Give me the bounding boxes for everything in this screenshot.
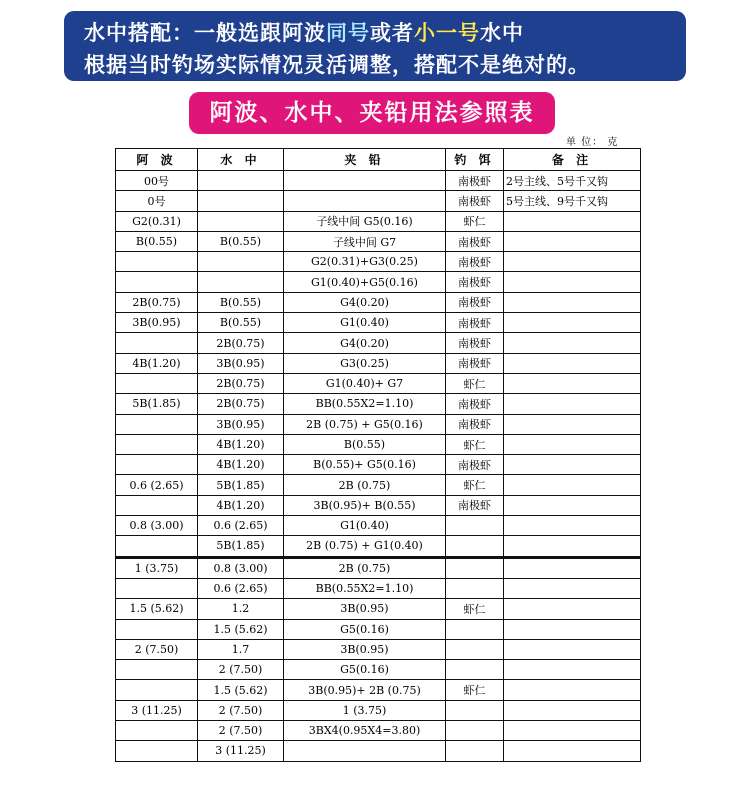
column-header-shuizhong: 水 中 bbox=[198, 149, 284, 171]
cell-jiaqian: B(0.55) bbox=[284, 434, 446, 454]
table-row bbox=[116, 231, 641, 251]
banner-text: 或者 bbox=[370, 21, 414, 45]
cell-abo: 3 (11.25) bbox=[116, 700, 198, 720]
table-row bbox=[116, 536, 641, 557]
reference-table bbox=[115, 148, 641, 762]
cell-jiaqian: 子线中间 G7 bbox=[284, 231, 446, 251]
cell-bait: 南极虾 bbox=[446, 313, 504, 333]
cell-abo: 1.5 (5.62) bbox=[116, 599, 198, 619]
column-header-jiaqian: 夹 铅 bbox=[284, 149, 446, 171]
cell-bait: 虾仁 bbox=[446, 211, 504, 231]
banner-text: 水中 bbox=[480, 21, 524, 45]
cell-bait bbox=[446, 741, 504, 761]
cell-jiaqian: 1 (3.75) bbox=[284, 700, 446, 720]
table-row bbox=[116, 373, 641, 393]
table-row bbox=[116, 721, 641, 741]
table-row bbox=[116, 599, 641, 619]
cell-bait: 南极虾 bbox=[446, 353, 504, 373]
cell-jiaqian: G5(0.16) bbox=[284, 660, 446, 680]
cell-abo: 0.6 (2.65) bbox=[116, 475, 198, 495]
cell-abo bbox=[116, 434, 198, 454]
table-body bbox=[116, 171, 641, 762]
cell-abo bbox=[116, 272, 198, 292]
cell-shuizhong: 3 (11.25) bbox=[198, 741, 284, 761]
cell-jiaqian: 3B(0.95) bbox=[284, 639, 446, 659]
table-row bbox=[116, 619, 641, 639]
cell-note bbox=[504, 741, 641, 761]
cell-jiaqian: 3B(0.95)+ 2B (0.75) bbox=[284, 680, 446, 700]
cell-jiaqian bbox=[284, 171, 446, 191]
cell-jiaqian: G4(0.20) bbox=[284, 292, 446, 312]
cell-jiaqian: 2B (0.75) bbox=[284, 557, 446, 578]
cell-bait bbox=[446, 536, 504, 557]
cell-bait: 虾仁 bbox=[446, 680, 504, 700]
cell-bait bbox=[446, 516, 504, 536]
cell-note bbox=[504, 434, 641, 454]
cell-note bbox=[504, 333, 641, 353]
cell-abo: 0.8 (3.00) bbox=[116, 516, 198, 536]
cell-shuizhong: 3B(0.95) bbox=[198, 353, 284, 373]
cell-shuizhong bbox=[198, 191, 284, 211]
cell-abo: 00号 bbox=[116, 171, 198, 191]
cell-shuizhong: 1.5 (5.62) bbox=[198, 619, 284, 639]
cell-bait: 南极虾 bbox=[446, 171, 504, 191]
banner-line-1 bbox=[84, 17, 524, 47]
cell-abo bbox=[116, 680, 198, 700]
cell-abo bbox=[116, 252, 198, 272]
cell-abo bbox=[116, 414, 198, 434]
cell-note bbox=[504, 252, 641, 272]
cell-bait: 南极虾 bbox=[446, 495, 504, 515]
cell-abo: B(0.55) bbox=[116, 231, 198, 251]
cell-jiaqian: G2(0.31)+G3(0.25) bbox=[284, 252, 446, 272]
table-row bbox=[116, 700, 641, 720]
cell-abo bbox=[116, 333, 198, 353]
cell-shuizhong bbox=[198, 252, 284, 272]
banner-highlight-smaller-size: 小一号 bbox=[414, 21, 480, 45]
cell-note bbox=[504, 394, 641, 414]
cell-bait bbox=[446, 639, 504, 659]
cell-abo: 4B(1.20) bbox=[116, 353, 198, 373]
cell-abo bbox=[116, 373, 198, 393]
cell-bait: 南极虾 bbox=[446, 252, 504, 272]
cell-bait: 虾仁 bbox=[446, 475, 504, 495]
cell-shuizhong: 1.2 bbox=[198, 599, 284, 619]
cell-jiaqian: 3B(0.95)+ B(0.55) bbox=[284, 495, 446, 515]
cell-jiaqian: 3BX4(0.95X4=3.80) bbox=[284, 721, 446, 741]
cell-note bbox=[504, 211, 641, 231]
cell-shuizhong: 1.7 bbox=[198, 639, 284, 659]
cell-note bbox=[504, 231, 641, 251]
cell-shuizhong: B(0.55) bbox=[198, 231, 284, 251]
cell-note bbox=[504, 495, 641, 515]
cell-abo: 0号 bbox=[116, 191, 198, 211]
table-row bbox=[116, 292, 641, 312]
table-header-row bbox=[116, 149, 641, 171]
cell-note bbox=[504, 353, 641, 373]
cell-shuizhong: 4B(1.20) bbox=[198, 455, 284, 475]
cell-note bbox=[504, 660, 641, 680]
cell-bait: 南极虾 bbox=[446, 292, 504, 312]
cell-shuizhong: B(0.55) bbox=[198, 313, 284, 333]
cell-bait: 南极虾 bbox=[446, 414, 504, 434]
cell-note: 5号主线、9号千又钩 bbox=[504, 191, 641, 211]
cell-shuizhong: 4B(1.20) bbox=[198, 495, 284, 515]
cell-bait: 南极虾 bbox=[446, 272, 504, 292]
cell-note bbox=[504, 578, 641, 598]
cell-abo bbox=[116, 660, 198, 680]
cell-note bbox=[504, 414, 641, 434]
cell-abo bbox=[116, 578, 198, 598]
cell-abo bbox=[116, 455, 198, 475]
cell-jiaqian: 2B (0.75) bbox=[284, 475, 446, 495]
cell-jiaqian: B(0.55)+ G5(0.16) bbox=[284, 455, 446, 475]
table-row bbox=[116, 333, 641, 353]
cell-shuizhong bbox=[198, 272, 284, 292]
cell-jiaqian: BB(0.55X2=1.10) bbox=[284, 578, 446, 598]
cell-shuizhong: 5B(1.85) bbox=[198, 475, 284, 495]
cell-jiaqian: G1(0.40) bbox=[284, 516, 446, 536]
cell-jiaqian: G4(0.20) bbox=[284, 333, 446, 353]
cell-shuizhong: 0.6 (2.65) bbox=[198, 516, 284, 536]
table-row bbox=[116, 475, 641, 495]
cell-abo: 3B(0.95) bbox=[116, 313, 198, 333]
cell-note bbox=[504, 272, 641, 292]
cell-shuizhong: 1.5 (5.62) bbox=[198, 680, 284, 700]
cell-note bbox=[504, 292, 641, 312]
cell-shuizhong: 2 (7.50) bbox=[198, 660, 284, 680]
cell-bait bbox=[446, 557, 504, 578]
header-banner bbox=[64, 11, 686, 81]
cell-note bbox=[504, 373, 641, 393]
cell-shuizhong bbox=[198, 211, 284, 231]
table-row bbox=[116, 516, 641, 536]
cell-note bbox=[504, 680, 641, 700]
cell-jiaqian bbox=[284, 191, 446, 211]
cell-bait bbox=[446, 700, 504, 720]
table-row bbox=[116, 394, 641, 414]
cell-bait bbox=[446, 721, 504, 741]
cell-jiaqian: 子线中间 G5(0.16) bbox=[284, 211, 446, 231]
table-row bbox=[116, 252, 641, 272]
table-row bbox=[116, 578, 641, 598]
cell-abo: 2B(0.75) bbox=[116, 292, 198, 312]
cell-note bbox=[504, 700, 641, 720]
table-row bbox=[116, 171, 641, 191]
cell-bait: 虾仁 bbox=[446, 434, 504, 454]
cell-jiaqian: 2B (0.75) + G1(0.40) bbox=[284, 536, 446, 557]
cell-shuizhong: 0.8 (3.00) bbox=[198, 557, 284, 578]
cell-shuizhong bbox=[198, 171, 284, 191]
table-title: 阿波、水中、夹铅用法参照表 bbox=[189, 92, 555, 134]
cell-jiaqian: G5(0.16) bbox=[284, 619, 446, 639]
cell-bait: 南极虾 bbox=[446, 394, 504, 414]
cell-abo: 5B(1.85) bbox=[116, 394, 198, 414]
cell-abo: 2 (7.50) bbox=[116, 639, 198, 659]
column-header-note: 备 注 bbox=[504, 149, 641, 171]
cell-bait bbox=[446, 660, 504, 680]
table-row bbox=[116, 414, 641, 434]
table-row bbox=[116, 272, 641, 292]
cell-bait bbox=[446, 578, 504, 598]
cell-shuizhong: 2 (7.50) bbox=[198, 721, 284, 741]
banner-line-2: 根据当时钓场实际情况灵活调整，搭配不是绝对的。 bbox=[84, 53, 590, 77]
cell-bait: 南极虾 bbox=[446, 333, 504, 353]
cell-jiaqian: G1(0.40) bbox=[284, 313, 446, 333]
column-header-bait: 钓 饵 bbox=[446, 149, 504, 171]
table-row bbox=[116, 191, 641, 211]
cell-shuizhong: 2B(0.75) bbox=[198, 333, 284, 353]
cell-shuizhong: 4B(1.20) bbox=[198, 434, 284, 454]
cell-abo bbox=[116, 619, 198, 639]
cell-shuizhong: B(0.55) bbox=[198, 292, 284, 312]
cell-bait: 虾仁 bbox=[446, 373, 504, 393]
cell-note bbox=[504, 599, 641, 619]
cell-note bbox=[504, 516, 641, 536]
table-row bbox=[116, 660, 641, 680]
cell-abo: G2(0.31) bbox=[116, 211, 198, 231]
cell-bait: 南极虾 bbox=[446, 231, 504, 251]
cell-jiaqian: G1(0.40)+ G7 bbox=[284, 373, 446, 393]
table-row bbox=[116, 639, 641, 659]
cell-abo: 1 (3.75) bbox=[116, 557, 198, 578]
cell-bait: 南极虾 bbox=[446, 455, 504, 475]
cell-jiaqian: BB(0.55X2=1.10) bbox=[284, 394, 446, 414]
cell-shuizhong: 0.6 (2.65) bbox=[198, 578, 284, 598]
cell-abo bbox=[116, 536, 198, 557]
table-row bbox=[116, 495, 641, 515]
cell-bait: 虾仁 bbox=[446, 599, 504, 619]
cell-abo bbox=[116, 721, 198, 741]
cell-note bbox=[504, 313, 641, 333]
table-row bbox=[116, 434, 641, 454]
unit-label: 单 位： 克 bbox=[566, 137, 619, 148]
cell-jiaqian bbox=[284, 741, 446, 761]
cell-note bbox=[504, 721, 641, 741]
cell-shuizhong: 2 (7.50) bbox=[198, 700, 284, 720]
cell-note bbox=[504, 536, 641, 557]
table-row bbox=[116, 741, 641, 761]
cell-note bbox=[504, 639, 641, 659]
cell-shuizhong: 2B(0.75) bbox=[198, 394, 284, 414]
table-row bbox=[116, 455, 641, 475]
cell-jiaqian: G3(0.25) bbox=[284, 353, 446, 373]
cell-shuizhong: 3B(0.95) bbox=[198, 414, 284, 434]
cell-jiaqian: G1(0.40)+G5(0.16) bbox=[284, 272, 446, 292]
cell-abo bbox=[116, 741, 198, 761]
cell-note bbox=[504, 475, 641, 495]
banner-highlight-same-size: 同号 bbox=[326, 21, 370, 45]
cell-bait: 南极虾 bbox=[446, 191, 504, 211]
cell-note bbox=[504, 455, 641, 475]
cell-note bbox=[504, 619, 641, 639]
cell-shuizhong: 2B(0.75) bbox=[198, 373, 284, 393]
cell-note bbox=[504, 557, 641, 578]
cell-jiaqian: 2B (0.75) + G5(0.16) bbox=[284, 414, 446, 434]
cell-jiaqian: 3B(0.95) bbox=[284, 599, 446, 619]
table-row bbox=[116, 353, 641, 373]
cell-abo bbox=[116, 495, 198, 515]
banner-text: 水中搭配：一般选跟阿波 bbox=[84, 21, 326, 45]
cell-note: 2号主线、5号千又钩 bbox=[504, 171, 641, 191]
table-row bbox=[116, 557, 641, 578]
cell-bait bbox=[446, 619, 504, 639]
column-header-abo: 阿 波 bbox=[116, 149, 198, 171]
table-row bbox=[116, 313, 641, 333]
cell-shuizhong: 5B(1.85) bbox=[198, 536, 284, 557]
table-row bbox=[116, 680, 641, 700]
table-row bbox=[116, 211, 641, 231]
